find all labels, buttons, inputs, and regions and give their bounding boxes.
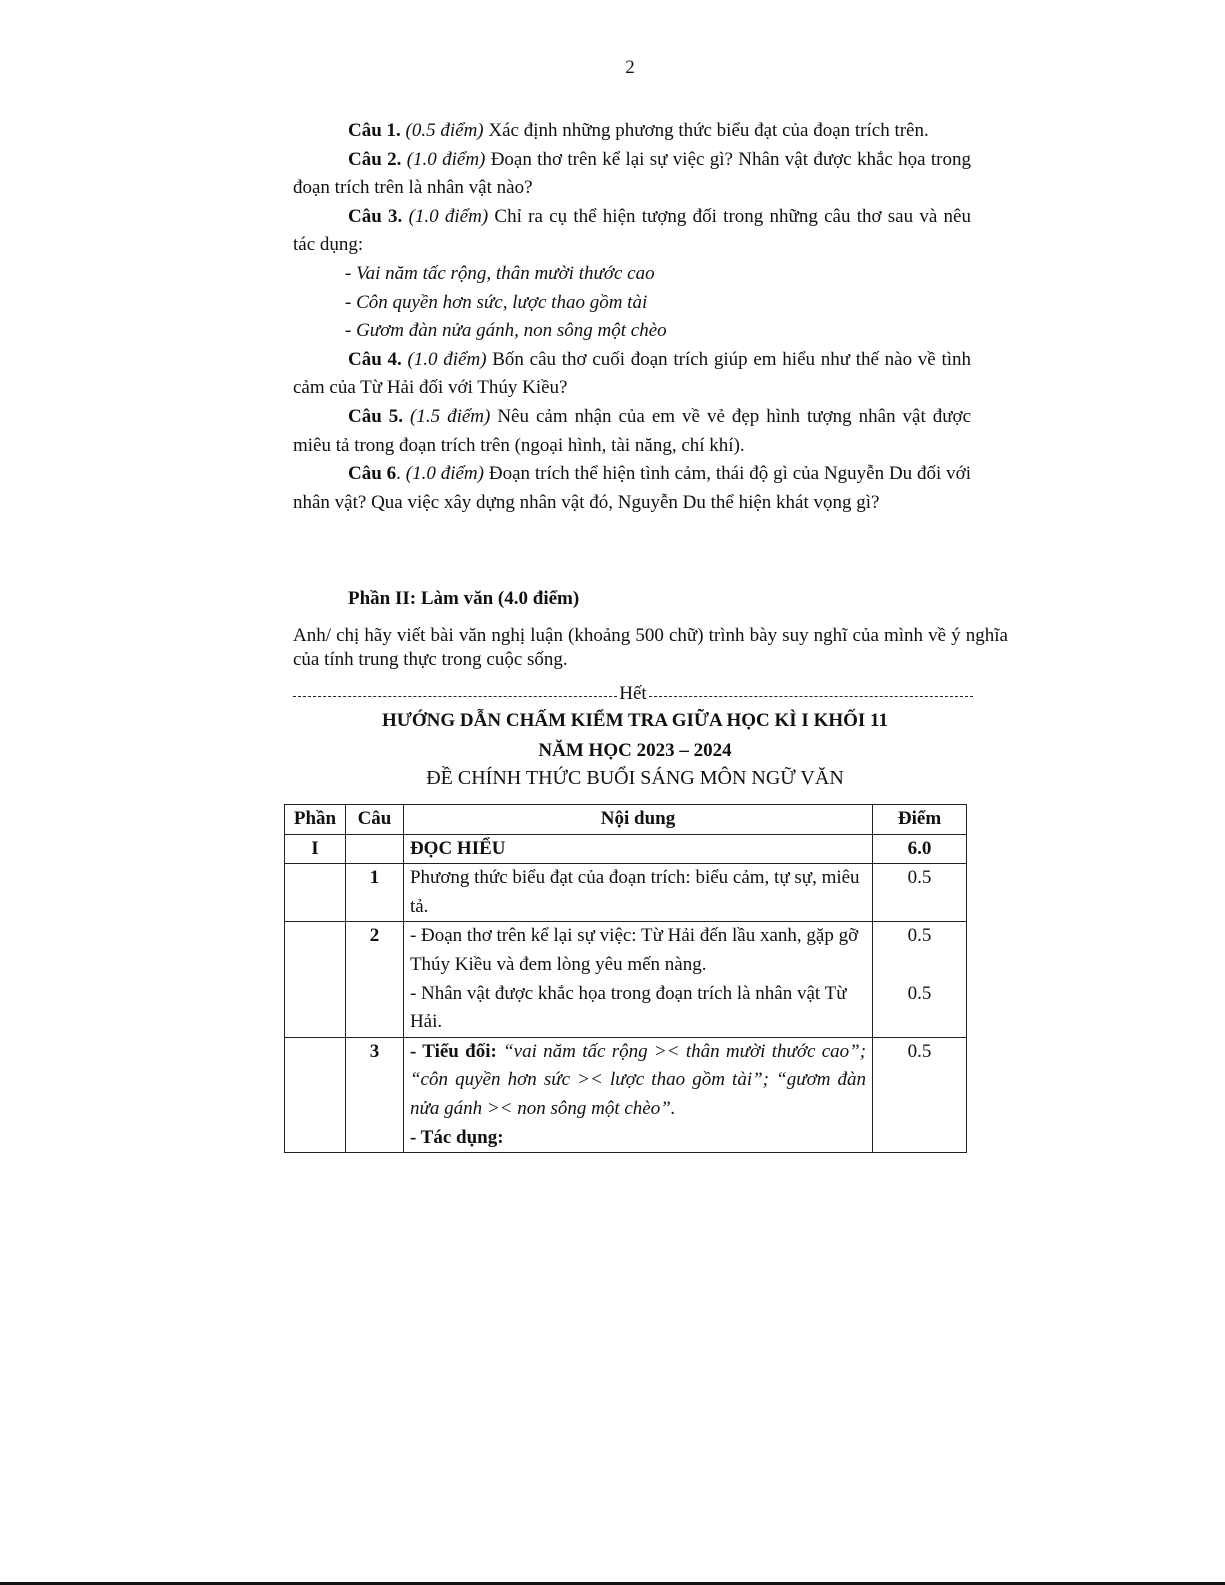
- end-marker: Hết: [619, 683, 647, 704]
- verse-line: - Vai năm tấc rộng, thân mười thước cao: [345, 262, 655, 284]
- content-cell: [403, 922, 872, 1037]
- score-cell: 6.0: [873, 834, 967, 864]
- verse-line: - Côn quyền hơn sức, lược thao gồm tài: [345, 291, 648, 313]
- answer-line: - Tiểu đối: “vai năm tấc rộng >< thân mười thước cao”; “côn quyền hơn sức >< lược thao gồm tài”; “gươm đàn nửa gánh >< non sông một chèo”.: [409, 1040, 867, 1119]
- header-cau: Câu: [345, 805, 403, 835]
- content-cell: Phương thức biểu đạt của đoạn trích: biểu cảm, tự sự, miêu tả.: [403, 864, 872, 922]
- essay-prompt: Anh/ chị hãy viết bài văn nghị luận (khoảng 500 chữ) trình bày suy nghĩ của mình về ý nghĩa của tính trung thực trong cuộc sống.: [293, 625, 1008, 670]
- content-cell: [403, 1037, 872, 1152]
- end-divider: [293, 684, 973, 704]
- divider-dashes-right: [649, 696, 973, 697]
- table-row: [285, 1037, 967, 1152]
- question-cell: [345, 834, 403, 864]
- part-cell: [285, 1037, 346, 1152]
- reading-questions: [293, 117, 971, 517]
- header-diem: Điểm: [873, 805, 967, 835]
- question-6: Câu 6. (1.0 điểm) Đoạn trích thể hiện tình cảm, thái độ gì của Nguyễn Du đối với nhân vật? Qua việc xây dựng nhân vật đó, Nguyễn Du thể hiện khát vọng gì?: [293, 463, 972, 513]
- score-cell: [873, 922, 967, 1037]
- answer-line: - Tác dụng:: [409, 1126, 504, 1148]
- guide-year: NĂM HỌC 2023 – 2024: [538, 740, 732, 761]
- score-value: 0.5: [907, 925, 932, 947]
- content-cell: ĐỌC HIỂU: [403, 834, 872, 864]
- part-cell: [285, 922, 346, 1037]
- verse-line: - Gươm đàn nửa gánh, non sông một chèo: [345, 320, 667, 342]
- table-row: [285, 864, 967, 922]
- score-cell: 0.5: [873, 864, 967, 922]
- header-noi-dung: Nội dung: [403, 805, 872, 835]
- guide-subtitle: ĐỀ CHÍNH THỨC BUỔI SÁNG MÔN NGỮ VĂN: [426, 767, 844, 789]
- question-cell: 1: [345, 864, 403, 922]
- table-row: [285, 834, 967, 864]
- score-value: 0.5: [907, 982, 932, 1004]
- question-2: Câu 2. (1.0 điểm) Đoạn thơ trên kể lại sự việc gì? Nhân vật được khắc họa trong đoạn trích trên là nhân vật nào?: [293, 148, 971, 199]
- part-cell: I: [285, 834, 346, 864]
- question-4: Câu 4. (1.0 điểm) Bốn câu thơ cuối đoạn trích giúp em hiểu như thế nào về tình cảm của Từ Hải đối với Thúy Kiều?: [293, 348, 972, 399]
- question-cell: 3: [345, 1037, 403, 1152]
- table-row: [285, 922, 967, 1037]
- page-number: 2: [625, 57, 635, 78]
- header-phan: Phần: [285, 805, 346, 835]
- question-3: Câu 3. (1.0 điểm) Chỉ ra cụ thể hiện tượng đối trong những câu thơ sau và nêu tác dụng:: [293, 205, 971, 256]
- grading-table: [284, 804, 967, 1153]
- part-cell: [285, 864, 346, 922]
- question-cell: 2: [345, 922, 403, 1037]
- question-1: Câu 1. (0.5 điểm) Xác định những phương thức biểu đạt của đoạn trích trên.: [348, 120, 929, 141]
- guide-title: HƯỚNG DẪN CHẤM KIỂM TRA GIỮA HỌC KÌ I KHỐI 11: [382, 710, 888, 731]
- answer-line: - Nhân vật được khắc họa trong đoạn trích là nhân vật Từ Hải.: [409, 982, 847, 1033]
- section-two-heading: Phần II: Làm văn (4.0 điểm): [348, 588, 580, 609]
- score-cell: 0.5: [873, 1037, 967, 1152]
- table-header-row: [285, 805, 967, 835]
- divider-dashes-left: [293, 696, 617, 697]
- answer-line: - Đoạn thơ trên kể lại sự việc: Từ Hải đến lầu xanh, gặp gỡ Thúy Kiều và đem lòng yêu mến nàng.: [409, 925, 859, 975]
- question-5: Câu 5. (1.5 điểm) Nêu cảm nhận của em về vẻ đẹp hình tượng nhân vật được miêu tả trong đoạn trích trên (ngoại hình, tài năng, chí khí).: [293, 405, 972, 456]
